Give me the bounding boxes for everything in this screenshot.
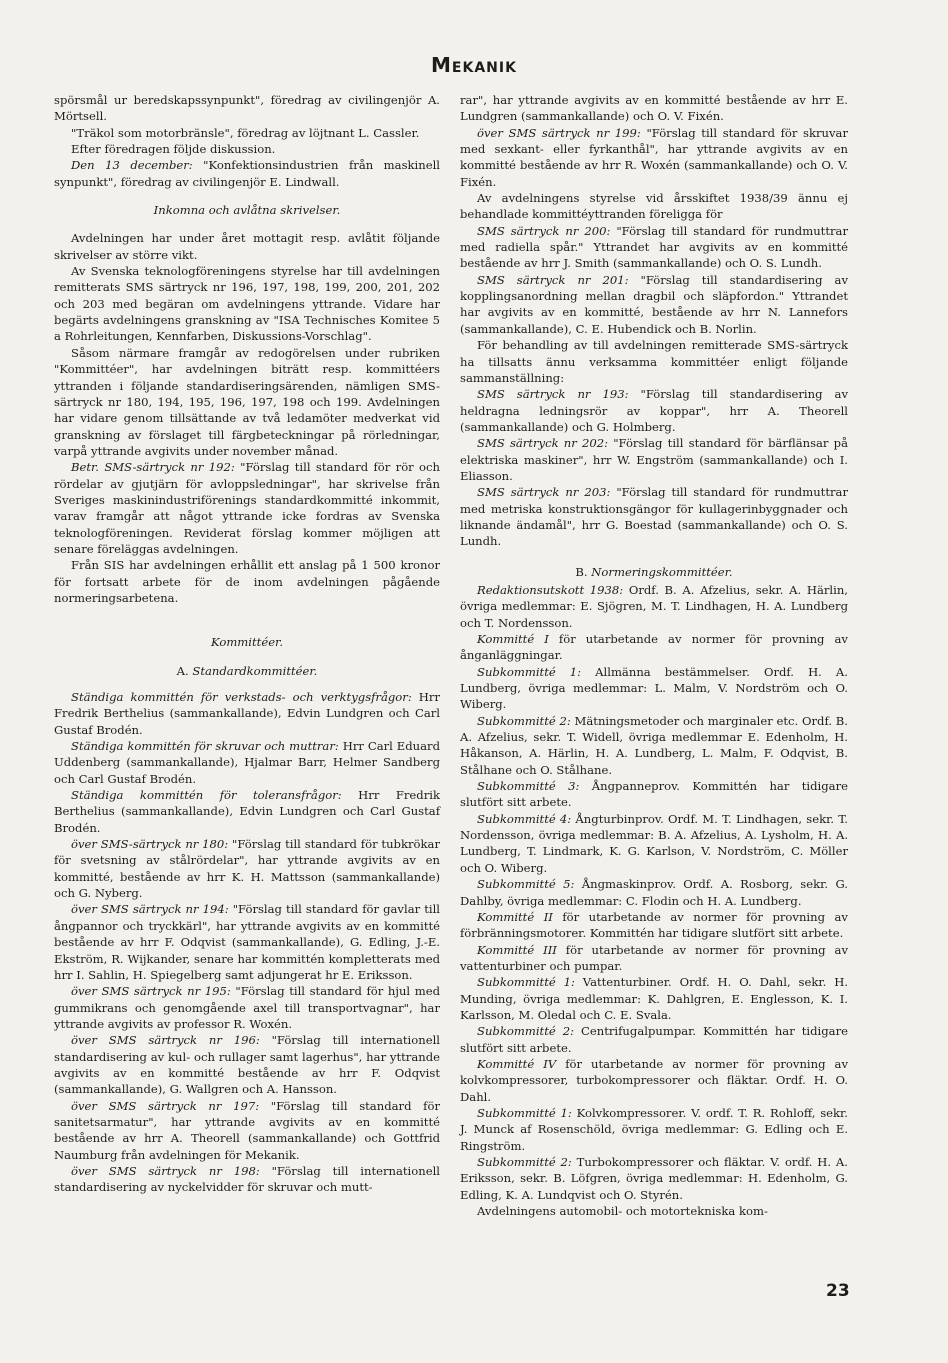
running-header: Mekanik xyxy=(431,53,517,77)
paragraph: SMS särtryck nr 200: "Förslag till standard för rundmuttrar med radiella spår." Yttrandet har avgivits av en kommitté bestående av hrr J. Smith (sammankallande) och O. S. Lundh. xyxy=(460,223,848,271)
paragraph: Ständiga kommittén för verkstads- och verktygsfrågor: Hrr Fredrik Berthelius (sammankallande), Edvin Lundgren och Carl Gustaf Brodén. xyxy=(54,690,440,737)
section-heading-kommitteer: Kommittéer. xyxy=(210,635,284,650)
paragraph: Subkommitté 2: Centrifugalpumpar. Kommittén har tidigare slutfört sitt arbete. xyxy=(460,1024,848,1055)
left-column xyxy=(54,92,440,1196)
paragraph: Avdelningen har under året mottagit resp. avlåtit följande skrivelser av större vikt. xyxy=(54,231,440,262)
paragraph: SMS särtryck nr 193: "Förslag till standardisering av heldragna ledningsrör av koppar", hrr A. Theorell (sammankallande) och G. Holmberg. xyxy=(460,387,849,434)
paragraph: rar", har yttrande avgivits av en kommitté bestående av hrr E. Lundgren (sammankallande) och O. V. Fixén. xyxy=(460,93,848,124)
paragraph: Subkommitté 2: Turbokompressorer och fläktar. V. ordf. H. A. Eriksson, sekr. B. Löfgren, övriga medlemmar: H. Edenholm, G. Edling, K. A. Lundqvist och O. Styrén. xyxy=(460,1155,848,1202)
paragraph: SMS särtryck nr 203: "Förslag till standard för rundmuttrar med metriska konstruktionsgängor för kullagerinbyggnader och liknande ändamål", hrr G. Boestad (sammankallande) och O. S. Lundh. xyxy=(460,485,848,549)
paragraph: över SMS särtryck nr 196: "Förslag till internationell standardisering av kul- och rullager samt lagerhus", har yttrande avgivits av en kommitté bestående av hrr F. Odqvist (sammankallande), G. Wallgren och A. Hansson. xyxy=(54,1033,440,1097)
paragraph: Avdelningens automobil- och motortekniska kom- xyxy=(477,1204,768,1219)
paragraph: Av Svenska teknologföreningens styrelse har till avdelningen remitterats SMS särtryck nr 196, 197, 198, 199, 200, 201, 202 och 203 med begäran om avdelningens yttrande. Vidare har begärts avdelningens granskning av "ISA Technisches Komitee 5 a Rohrleitungen, Kennfarben, Diskussions-Vorschlag". xyxy=(54,264,440,344)
paragraph: Subkommitté 2: Mätningsmetoder och marginaler etc. Ordf. B. A. Afzelius, sekr. T. Widell, övriga medlemmar E. Edenholm, H. Håkanson, A. Härlin, H. A. Lundberg, L. Malm, F. Odqvist, B. Stålhane och O. Stålhane. xyxy=(460,713,848,777)
paragraph: SMS särtryck nr 201: "Förslag till standardisering av kopplingsanordning mellan dragbil och släpfordon." Yttrandet har avgivits av en kommitté, bestående av hrr N. Lannefors (sammankallande), C. E. Hubendick och B. Norlin. xyxy=(460,272,849,336)
paragraph: "Träkol som motorbränsle", föredrag av löjtnant L. Cassler. xyxy=(71,125,420,140)
paragraph: Subkommitté 5: Ångmaskinprov. Ordf. A. Rosborg, sekr. G. Dahlby, övriga medlemmar: C. Flodin och H. A. Lundberg. xyxy=(460,877,848,908)
paragraph: Ständiga kommittén för toleransfrågor: Hrr Fredrik Berthelius (sammankallande), Edvin Lundgren och Carl Gustaf Brodén. xyxy=(54,788,440,835)
paragraph: Av avdelningens styrelse vid årsskiftet 1938/39 ännu ej behandlade kommittéyttranden föreligga för xyxy=(460,191,848,222)
paragraph: över SMS-särtryck nr 180: "Förslag till standard för tubkrökar för svetsning av stålrördelar", har yttrande avgivits av en kommitté, bestående av hrr K. H. Mattsson (sammankallande) och G. Nyberg. xyxy=(54,837,440,901)
paragraph: Subkommitté 1: Allmänna bestämmelser. Ordf. H. A. Lundberg, övriga medlemmar: L. Malm, V. Nordström och O. Wiberg. xyxy=(460,664,848,712)
paragraph: För behandling av till avdelningen remitterade SMS-särtryck ha tillsatts ännu verksamma kommittéer enligt följande sammanställning: xyxy=(460,338,848,385)
paragraph: Betr. SMS-särtryck nr 192: "Förslag till standard för rör och rördelar av gjutjärn för avloppsledningar", har skrivelse från Sveriges maskinindustriförenings standardkommitté inkommit, varav framgår att något yttrande icke fordras av Svenska teknologföreningen. Reviderat förslag kommer möjligen att senare föreläggas avdelningen. xyxy=(54,460,440,556)
page-number: 23 xyxy=(826,1281,850,1301)
paragraph: över SMS särtryck nr 197: "Förslag till standard för sanitetsarmatur", har yttrande avgivits av en kommitté bestående av hrr A. Theorell (sammankallande) och Gottfrid Naumburg från avdelningen för Mekanik. xyxy=(54,1098,440,1162)
paragraph: Subkommitté 1: Vattenturbiner. Ordf. H. O. Dahl, sekr. H. Munding, övriga medlemmar: K. Dahlgren, E. Englesson, K. I. Karlsson, M. Oledal och C. E. Svala. xyxy=(460,975,849,1022)
paragraph: Subkommitté 3: Ångpanneprov. Kommittén har tidigare slutfört sitt arbete. xyxy=(460,779,848,810)
paragraph: Kommitté IV för utarbetande av normer för provning av kolvkompressorer, turbokompressorer och fläktar. Ordf. H. O. Dahl. xyxy=(460,1056,848,1104)
paragraph: Kommitté III för utarbetande av normer för provning av vattenturbiner och pumpar. xyxy=(460,942,848,973)
paragraph: Subkommitté 4: Ångturbinprov. Ordf. M. T. Lindhagen, sekr. T. Nordensson, övriga medlemmar: B. A. Afzelius, A. Lysholm, H. A. Lundberg, T. Lindmark, K. G. Karlson, V. Nordström, C. Möller och O. Wiberg. xyxy=(460,811,848,875)
paragraph: Redaktionsutskott 1938: Ordf. B. A. Afzelius, sekr. A. Härlin, övriga medlemmar: E. Sjögren, M. T. Lindhagen, H. A. Lundberg och T. Nordensson. xyxy=(460,582,848,630)
paragraph: Efter föredragen följde diskussion. xyxy=(71,142,276,157)
right-column xyxy=(460,92,848,1219)
paragraph: Ständiga kommittén för skruvar och muttrar: Hrr Carl Eduard Uddenberg (sammankallande), Hjalmar Barr, Helmer Sandberg och Carl Gustaf Brodén. xyxy=(54,739,440,786)
paragraph: spörsmål ur beredskapssynpunkt", föredrag av civilingenjör A. Mörtsell. xyxy=(54,93,440,124)
paragraph: Kommitté I för utarbetande av normer för provning av ånganläggningar. xyxy=(460,632,848,663)
paragraph: Såsom närmare framgår av redogörelsen under rubriken "Kommittéer", har avdelningen biträtt resp. kommittéers yttranden i följande standardiseringsärenden, nämligen SMS-särtryck nr 180, 194, 195, 196, 197, 198 och 199. Avdelningen har vidare genom tillsättande av två ledamöter medverkat vid granskning av förslaget till färgbeteckningar på rörledningar, varpå yttrande avgivits under november månad. xyxy=(54,345,440,458)
paragraph: Subkommitté 1: Kolvkompressorer. V. ordf. T. R. Rohloff, sekr. J. Munck af Rosenschöld, övriga medlemmar: G. Edling och E. Ringström. xyxy=(460,1105,848,1153)
paragraph: över SMS särtryck nr 198: "Förslag till internationell standardisering av nyckelvidder för skruvar och mutt- xyxy=(54,1163,440,1195)
paragraph: Från SIS har avdelningen erhållit ett anslag på 1 500 kronor för fortsatt arbete för de inom avdelningen pågående normeringsarbetena. xyxy=(54,558,440,605)
paragraph: över SMS särtryck nr 194: "Förslag till standard för gavlar till ångpannor och tryckkärl", har yttrande avgivits av en kommitté bestående av hrr F. Odqvist (sammankallande), G. Edling, J.-E. Ekström, R. Wijkander, senare har kommittén kompletterats med hrr I. Sahlin, H. Spiegelberg samt adjungerat hr E. Eriksson. xyxy=(54,902,440,982)
section-heading-inkomna: Inkomna och avlåtna skrivelser. xyxy=(153,203,341,218)
paragraph: Den 13 december: "Konfektionsindustrien från maskinell synpunkt", föredrag av civilingenjör E. Lindwall. xyxy=(54,158,441,189)
subsection-heading-a: A. Standardkommittéer. xyxy=(176,663,318,678)
paragraph: över SMS särtryck nr 195: "Förslag till standard för hjul med gummikrans och genomgående axel till transportvagnar", har yttrande avgivits av professor R. Woxén. xyxy=(54,984,440,1031)
paragraph: SMS särtryck nr 202: "Förslag till standard för bärflänsar på elektriska maskiner", hrr W. Engström (sammankallande) och I. Eliasson. xyxy=(460,436,848,483)
paragraph: över SMS särtryck nr 199: "Förslag till standard för skruvar med sexkant- eller fyrkanthål", har yttrande avgivits av en kommitté bestående av hrr R. Woxén (sammankallande) och O. V. Fixén. xyxy=(460,125,848,189)
subsection-heading-b: B. Normeringskommittéer. xyxy=(575,564,733,579)
paragraph: Kommitté II för utarbetande av normer för provning av förbränningsmotorer. Kommittén har tidigare slutfört sitt arbete. xyxy=(460,909,848,941)
